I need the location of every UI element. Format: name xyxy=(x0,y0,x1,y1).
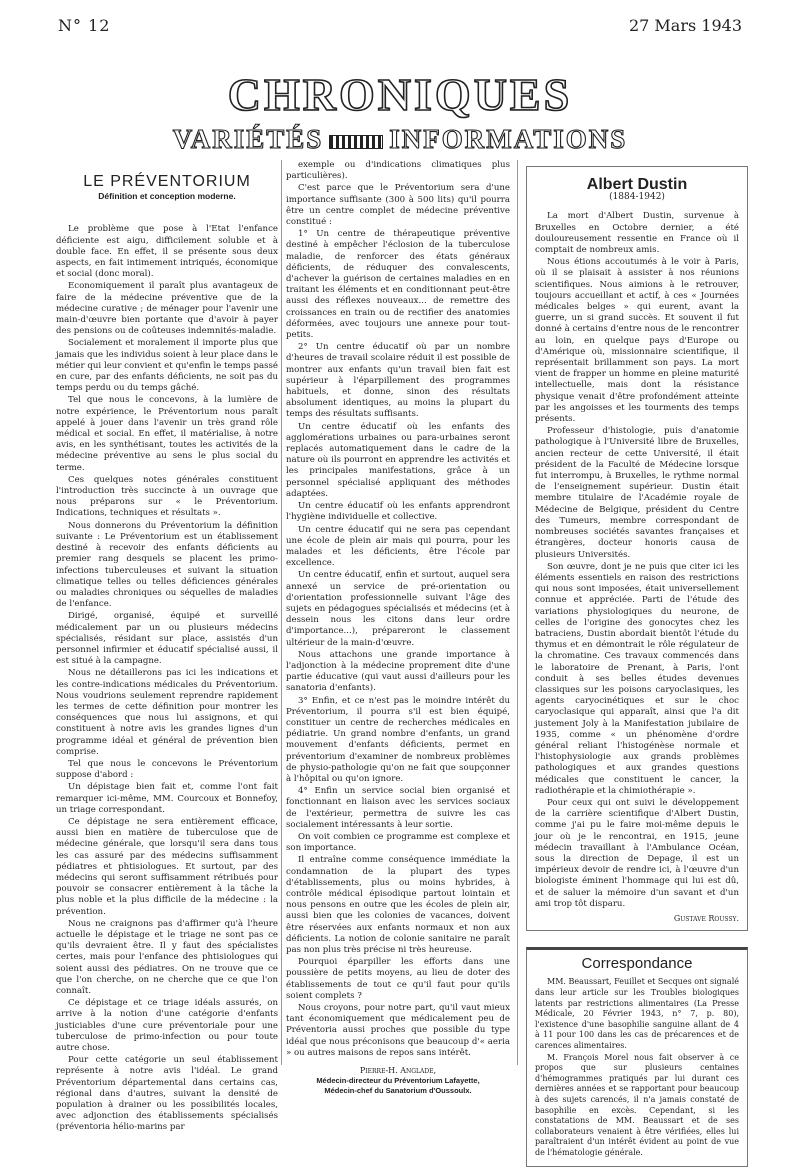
paragraph: Ces quelques notes générales constituent l'introduction très succincte à un ouvrage que nous préparons sur « le Préventorium. Indications, techniques et résultats ». xyxy=(56,474,278,519)
paragraph: Pourquoi éparpiller les efforts dans une poussière de petits moyens, au lieu de doter des établissements de tout ce qu'il faut pour qu'ils soient complets ? xyxy=(286,957,510,1001)
obituary-dates: (1884-1942) xyxy=(609,192,665,203)
sidebar-column xyxy=(526,160,748,1167)
paragraph: Dirigé, organisé, équipé et surveillé médicalement par un ou plusieurs médecins spécialisés, résidant sur place, assistés d'un personnel infirmier et éducatif spécialisé aussi, il est situé à la campagne. xyxy=(56,611,278,667)
paragraph: La mort d'Albert Dustin, survenue à Bruxelles en Octobre dernier, a été douloureusement ressentie en France où il comptait de nombreux amis. xyxy=(535,211,739,256)
article-title: LE PRÉVENTORIUM xyxy=(83,173,251,190)
column-divider xyxy=(281,160,282,1065)
masthead xyxy=(0,70,800,154)
masthead-informations: INFORMATIONS xyxy=(389,124,628,154)
article-subtitle: Définition et conception moderne. xyxy=(98,191,236,202)
author-name: Pierre-H. Anglade, xyxy=(359,1066,437,1076)
page-number: N° 12 xyxy=(58,16,111,35)
obituary-signature: Gustave Roussy. xyxy=(673,914,739,923)
paragraph: On voit combien ce programme est complexe et son importance. xyxy=(286,831,510,854)
paragraph: Ce dépistage et ce triage idéals assurés, on arrive à la notion d'une catégorie d'enfants justiciables d'une cure préventoriale pour une tuberculose de primo-infection ou pour toute autre chose. xyxy=(56,998,278,1054)
obituary-box xyxy=(526,166,748,931)
paragraph: 4° Enfin un service social bien organisé et fonctionnant en liaison avec les services sociaux de l'extérieur, permettra de suivre les cas socialement intéressants à leur sortie. xyxy=(286,786,510,830)
correspondance-body xyxy=(535,977,739,1158)
paragraph: Tel que nous le concevons le Préventorium suppose d'abord : xyxy=(56,758,278,781)
paragraph: Pour ceux qui ont suivi le développement de la carrière scientifique d'Albert Dustin, comme j'ai pu le faire moi-même depuis le jour où je le rencontrai, en 1915, jeune médecin travaillant à l'Ambulance Océan, sous la direction de Depage, il est un impérieux devoir de rendre ici, à l'œuvre d'un biologiste éminent l'hommage qui lui est dû, et de saluer la mémoire d'un savant et d'un ami trop tôt disparu. xyxy=(535,797,739,909)
paragraph: Il entraîne comme conséquence immédiate la condamnation de la plupart des types d'établissements, plus ou moins hybrides, à contrôle médical épisodique partout lointain et nous pensons en outre que les écoles de plein air, aussi bien que les colonies de vacances, doivent être réservées aux enfants normaux et non aux déficients. La notion de colonie sanitaire ne paraît pas non plus très précise ni très heureuse. xyxy=(286,855,510,956)
ornament-icon xyxy=(329,135,383,149)
author-title-2: Médecin-chef du Sanatorium d'Oussoulx. xyxy=(324,1086,472,1096)
paragraph: Nous croyons, pour notre part, qu'il vaut mieux tant économiquement que médicalement peu de Préventoria aussi proches que possible du type idéal que nous préconisons que beaucoup d'« aeria » ou autres maisons de repos sans intérêt. xyxy=(286,1003,510,1058)
paragraph: Nous attachons une grande importance à l'adjonction à la médecine proprement dite d'une partie éducative (qui vaut aussi d'ailleurs pour les sanatoria d'enfants). xyxy=(286,649,510,694)
paragraph: MM. Beaussart, Feuillet et Secques ont signalé dans leur article sur les Troubles biologiques latents par restrictions alimentaires (La Presse Médicale, 20 Février 1943, n° 7, p. 80), l'existence d'une basophilie sanguine allant de 4 à 11 pour 100 dans les cas de précarences et de carences alimentaires. xyxy=(535,977,739,1050)
paragraph: Professeur d'histologie, puis d'anatomie pathologique à l'Université libre de Bruxelles, ancien recteur de cette Université, il était président de la Faculté de Médecine lorsque fut interrompu, à Bruxelles, le rythme normal de l'enseignement supérieur. Dustin était membre titulaire de l'Académie royale de Médecine de Belgique, président du Centre des Tumeurs, membre correspondant de nombreuses sociétés savantes françaises et étrangères, docteur honoris causa de plusieurs Universités. xyxy=(535,426,739,560)
masthead-title: CHRONIQUES xyxy=(227,69,573,120)
paragraph: Un centre éducatif, enfin et surtout, auquel sera annexé un service de pré-orientation ou d'orientation professionnelle suivant l'âge des sujets en pédagogues spécialisés et médecins (et à dessein nous les citons dans leur ordre d'importance...), prépareront le classement ultérieur de la main-d'œuvre. xyxy=(286,570,510,648)
paragraph: exemple ou d'indications climatiques plus particulières). xyxy=(286,160,510,182)
author-title-1: Médecin-directeur du Préventorium Lafayette, xyxy=(316,1076,480,1086)
paragraph: Nous ne détaillerons pas ici les indications et les contre-indications médicales du Préventorium. Nous voudrions seulement reprendre rapidement les termes de cette définition pour montrer les conséquences que nous lui assignons, et qui constituent à notre avis les grandes lignes d'un programme idéal et général de prévention bien comprise. xyxy=(56,668,278,757)
paragraph: Un centre éducatif où les enfants des agglomérations urbaines ou para-urbaines seront replacés automatiquement dans le cadre de la nature où ils pourront en apprendre les activités et les principales manifestations, grâce à un personnel spécialisé appliquant des méthodes adaptées. xyxy=(286,421,510,499)
paragraph: Un centre éducatif qui ne sera pas cependant une école de plein air mais qui pourra, pour les malades et les déficients, être l'école par excellence. xyxy=(286,524,510,569)
paragraph: C'est parce que le Préventorium sera d'une importance suffisante (300 à 500 lits) qu'il pourra être un centre complet de médecine préventive constitué : xyxy=(286,183,510,228)
paragraph: Un centre éducatif où les enfants apprendront l'hygiène individuelle et collective. xyxy=(286,501,510,523)
obituary-title: Albert Dustin xyxy=(586,176,688,193)
paragraph: M. François Morel nous fait observer à ce propos que sur plusieurs centaines d'hémogrammes pratiqués par lui durant ces dernières années et se rapportant pour beaucoup à des sujets carencés, il n'a jamais constaté de basophilie en excès. Cependant, si les constatations de MM. Beaussart et de ses collaborateurs venaient à être vérifiées, elles lui paraîtraient d'un intérêt évident au point de vue de l'hématologie générale. xyxy=(535,1052,739,1157)
masthead-varietes: VARIÉTÉS xyxy=(172,124,324,154)
paragraph: Tel que nous le concevons, à la lumière de notre expérience, le Préventorium nous paraît appelé à jouer dans l'avenir un très grand rôle médical et social. En effet, il matérialise, à notre avis, en les synthétisant, toutes les activités de la médecine préventive au sens le plus social du terme. xyxy=(56,395,278,473)
obituary-body xyxy=(535,211,739,910)
article-signature xyxy=(286,1065,510,1096)
correspondance-box xyxy=(526,947,748,1166)
issue-date: 27 Mars 1943 xyxy=(628,16,742,35)
paragraph: Pour cette catégorie un seul établissement représente à notre avis l'idéal. Le grand Préventorium départemental dans certains cas, régional dans d'autres, suivant la densité de population à drainer ou les possibilités locales, avec adjonction des établissements spécialisés (préventoria hélio-marins par xyxy=(56,1055,278,1133)
article-column-2 xyxy=(286,160,510,1096)
paragraph: Nous ne craignons pas d'affirmer qu'à l'heure actuelle le dépistage et le triage ne sont pas ce qu'ils devraient être. Il y faut des spécialistes certes, mais pour l'enfance des phtisiologues qui soient aussi des pédiatres. On ne trouve que ce que l'on cherche, on ne cherche que ce que l'on connaît. xyxy=(56,918,278,997)
paragraph: Un dépistage bien fait et, comme l'ont fait remarquer ici-même, MM. Courcoux et Bonnefoy, un triage correspondant. xyxy=(56,782,278,815)
paragraph: Le problème que pose à l'Etat l'enfance déficiente est aigu, difficilement soluble et à double face. En effet, il se présente sous deux aspects, en fait intimement intriqués, économique et social (donc moral). xyxy=(56,224,278,280)
article-body-2 xyxy=(286,160,510,1059)
paragraph: Economiquement il paraît plus avantageux de faire de la médecine préventive que de la médecine curative ; de ménager pour l'avenir une main-d'œuvre bien portante que d'avoir à payer des pensions ou de coûteuses indemnités-maladie. xyxy=(56,281,278,337)
paragraph: 1° Un centre de thérapeutique préventive destiné à empêcher l'éclosion de la tuberculose maladie, de renforcer des états généraux déficients, de réduquer des convalescents, d'achever la guérison de certaines maladies en en traitant les éléments et en conditionnant peut-être aussi des réflexes nouveaux... de remettre des croissances en train ou de rectifier des anatomies déformées, avec toujours une annexe pour tout-petits. xyxy=(286,229,510,341)
paragraph: Nous étions accoutumés à le voir à Paris, où il se plaisait à assister à nos réunions scientifiques. Nous aimions à le retrouver, toujours accueillant et actif, à ces « Journées médicales belges » qui eurent, avant la guerre, un si grand succès. Et souvent il fut donné à certains d'entre nous de le rencontrer au loin, en quelque pays d'Europe ou d'Amérique où, missionnaire scientifique, il représentait brillamment son pays. La mort vient de frapper un homme en pleine maturité intellectuelle, mais dont la résistance physique venait d'être profondément atteinte par les angoisses et les tourments des temps présents. xyxy=(535,257,739,425)
article-column-1 xyxy=(56,160,278,1135)
paragraph: 2° Un centre éducatif où par un nombre d'heures de travail scolaire réduit il est possible de montrer aux enfants qu'un travail bien fait est supérieur à l'éparpillement des programmes habituels, et donne, sinon des résultats absolument identiques, au moins la plupart du temps des résultats suffisants. xyxy=(286,342,510,420)
paragraph: Nous donnerons du Préventorium la définition suivante : Le Préventorium est un établissement destiné à recevoir des enfants déficients au premier rang desquels se placent les primo-infections tuberculeuses et suivant la situation climatique telles ou telles déficiences générales ou maladies chroniques ou séquelles de maladies de l'enfance. xyxy=(56,520,278,610)
column-divider xyxy=(517,160,518,1065)
paragraph: Ce dépistage ne sera entièrement efficace, aussi bien en matière de tuberculose que de médecine générale, que lorsqu'il sera dans tous les cas assuré par des médecins suffisamment pédiatres et phtisiologues. Et surtout, par des médecins qui seront suffisamment rétribués pour pouvoir se consacrer entièrement à la tâche la plus noble et la plus difficile de la médecine : la prévention. xyxy=(56,816,278,917)
correspondance-title: Correspondance xyxy=(581,955,693,973)
paragraph: 3° Enfin, et ce n'est pas le moindre intérêt du Préventorium, il pourra s'il est bien équipé, constituer un centre de recherches médicales en pédiatrie. Un grand nombre d'enfants, un grand mouvement d'enfants déficients, permet en préventorium d'examiner de nombreux problèmes de physio-pathologie qu'on ne fait que soupçonner à l'hôpital ou qu'on ignore. xyxy=(286,695,510,784)
paragraph: Socialement et moralement il importe plus que jamais que les individus soient à leur place dans le métier qui leur convient et qu'enfin le temps passé en cure, par des enfants déficients, ne soit pas du temps perdu ou du temps gâché. xyxy=(56,338,278,394)
article-body-1 xyxy=(56,224,278,1133)
paragraph: Son œuvre, dont je ne puis que citer ici les éléments essentiels en raison des restrictions qui nous sont imposées, était universellement connue et appréciée. Parti de l'étude des variations physiologiques du neurone, de celles de l'origine des gonocytes chez les batraciens, Dustin abordait bientôt l'étude du thymus et en démontrait le rôle régulateur de la chromatine. Ces travaux commencés dans le laboratoire de Prenant, à Paris, l'ont conduit à ses belles études devenues classiques sur les poisons caryoclasiques, les agents caryocinétiques et sur le choc caryoclasique qui apparaît, ainsi que l'a dit justement Joly à la Manifestation jubilaire de 1935, comme « un phénomène d'ordre général reliant l'histogénèse normale et l'histophysiologie aux grands problèmes pathologiques et aux grandes questions médicales que constituent le cancer, la radiothérapie et la chimiothérapie ». xyxy=(535,561,739,796)
masthead-subtitle xyxy=(0,124,800,154)
